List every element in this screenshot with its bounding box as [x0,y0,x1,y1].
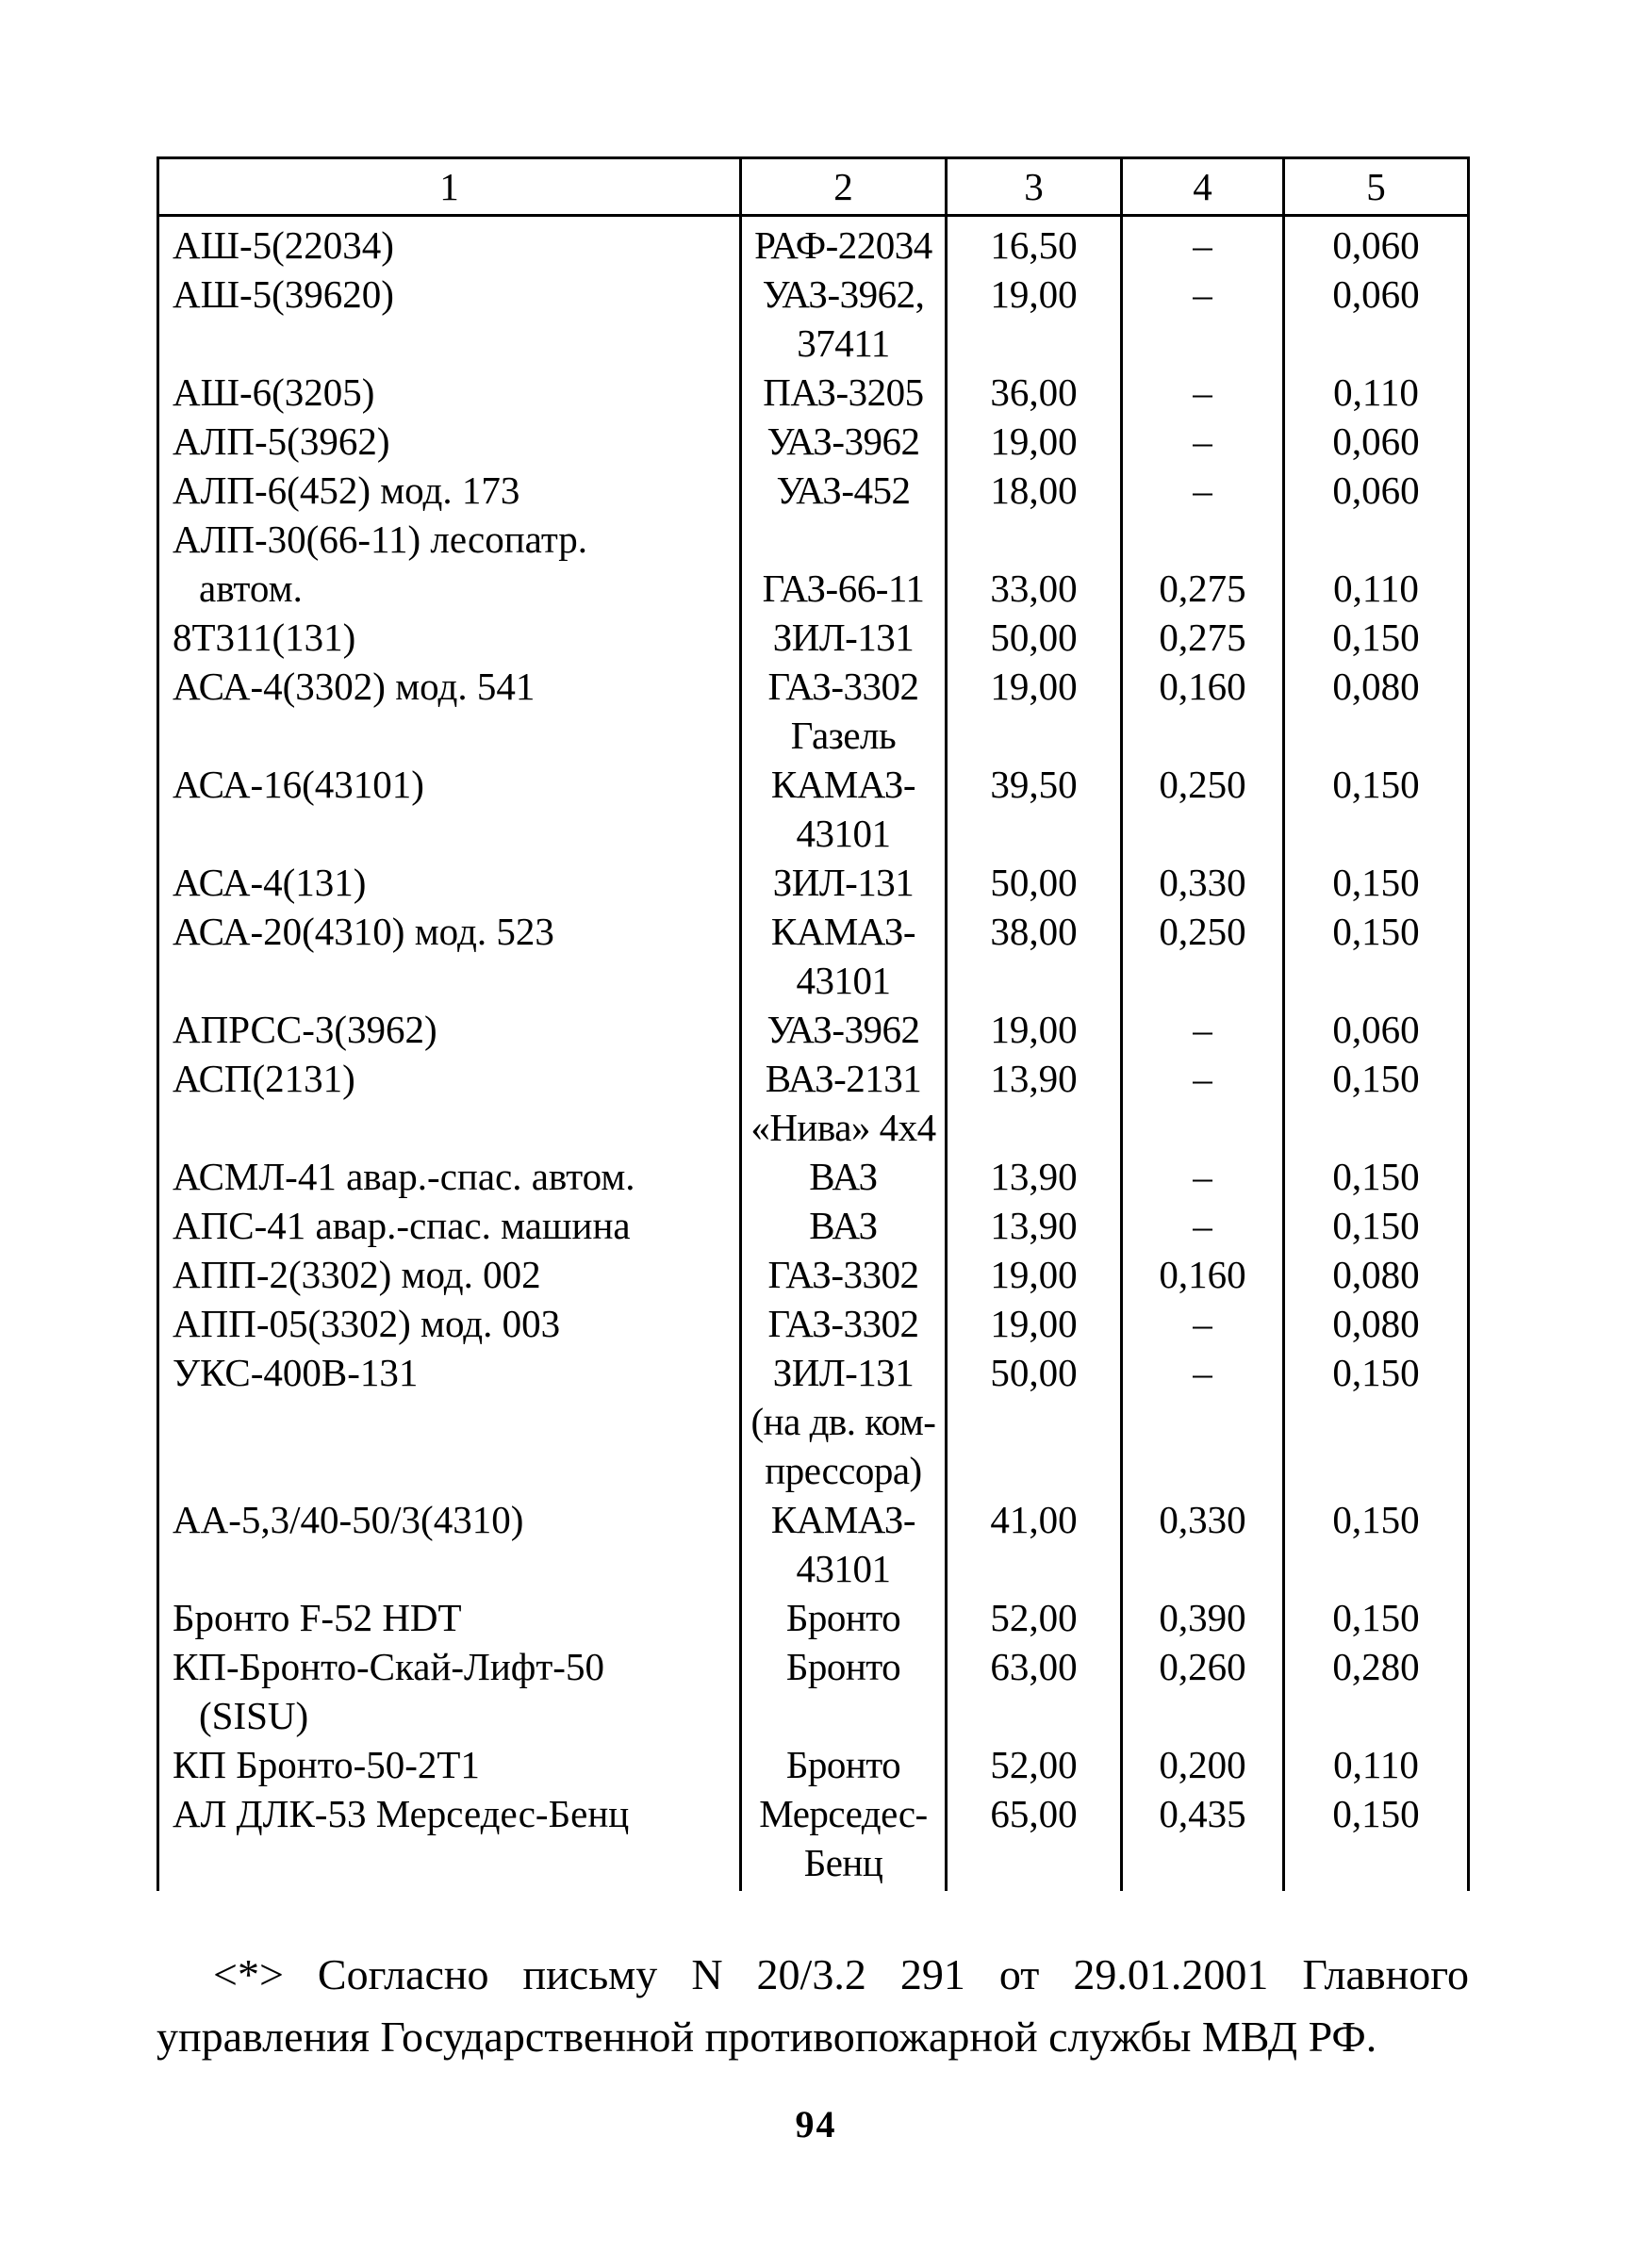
cell-col-5: 0,150 [1284,1789,1469,1891]
cell-name [158,1201,741,1250]
cell-chassis: ВАЗ-2131 «Нива» 4х4 [741,1054,947,1152]
cell-col-5: 0,110 [1284,1740,1469,1789]
vehicle-name: АПРСС-3(3962) [173,1008,437,1051]
table-row [158,1201,1469,1250]
vehicle-name-continuation: (SISU) [199,1694,309,1737]
cell-col-4: – [1122,1054,1284,1152]
vehicle-name: АШ-5(39620) [173,272,394,316]
table-row [158,1740,1469,1789]
cell-col-3: 52,00 [947,1740,1122,1789]
table-row [158,270,1469,368]
cell-name [158,858,741,907]
vehicle-name: АПС-41 авар.-спас. машина [173,1204,631,1247]
cell-col-3: 50,00 [947,613,1122,662]
cell-chassis: ГАЗ-66-11 [741,515,947,613]
cell-col-4: 0,200 [1122,1740,1284,1789]
cell-name [158,1348,741,1495]
cell-col-4: – [1122,1299,1284,1348]
cell-chassis: ГАЗ-3302 [741,1299,947,1348]
cell-name [158,270,741,368]
cell-chassis: ГАЗ-3302 Газель [741,662,947,760]
vehicle-name: АСП(2131) [173,1057,355,1100]
cell-name [158,417,741,466]
cell-col-3: 13,90 [947,1201,1122,1250]
cell-col-3: 63,00 [947,1642,1122,1740]
cell-col-4: – [1122,368,1284,417]
vehicle-name: АПП-2(3302) мод. 002 [173,1253,541,1296]
table-row [158,1348,1469,1495]
cell-col-4: 0,250 [1122,907,1284,1005]
cell-col-5: 0,110 [1284,515,1469,613]
vehicle-name: АСА-20(4310) мод. 523 [173,910,554,953]
table-row [158,907,1469,1005]
cell-col-3: 50,00 [947,1348,1122,1495]
cell-col-5: 0,150 [1284,1495,1469,1593]
cell-chassis: ЗИЛ-131 [741,613,947,662]
cell-chassis: Бронто [741,1642,947,1740]
table-row [158,1789,1469,1891]
cell-chassis: ВАЗ [741,1201,947,1250]
cell-col-5: 0,150 [1284,1593,1469,1642]
cell-col-5: 0,080 [1284,1299,1469,1348]
table-row [158,662,1469,760]
table-row [158,1642,1469,1740]
cell-col-4: – [1122,1201,1284,1250]
cell-col-5: 0,150 [1284,907,1469,1005]
table-row [158,760,1469,858]
cell-chassis: КАМАЗ- 43101 [741,907,947,1005]
cell-col-3: 19,00 [947,417,1122,466]
vehicle-name: АСА-4(3302) мод. 541 [173,665,536,708]
cell-name [158,1789,741,1891]
table-row [158,417,1469,466]
table-row [158,1593,1469,1642]
cell-col-5: 0,150 [1284,1152,1469,1201]
cell-chassis: ЗИЛ-131 [741,858,947,907]
header-col-5: 5 [1284,158,1469,216]
table-row [158,1250,1469,1299]
cell-name [158,1005,741,1054]
cell-col-4: – [1122,466,1284,515]
cell-name [158,368,741,417]
page-number: 94 [795,2103,837,2145]
cell-name [158,1250,741,1299]
cell-col-4: – [1122,270,1284,368]
cell-col-3: 33,00 [947,515,1122,613]
cell-col-4: – [1122,1005,1284,1054]
cell-col-3: 65,00 [947,1789,1122,1891]
cell-col-4: – [1122,216,1284,271]
cell-name [158,613,741,662]
cell-col-5: 0,150 [1284,1201,1469,1250]
footnote: <*> Согласно письму N 20/3.2 291 от 29.01.2001 Главного управления Государственной противопожарной службы МВД РФ. [157,1950,1469,2061]
cell-col-5: 0,060 [1284,1005,1469,1054]
cell-col-3: 13,90 [947,1054,1122,1152]
cell-col-4: 0,330 [1122,858,1284,907]
table-row [158,1299,1469,1348]
cell-col-3: 18,00 [947,466,1122,515]
cell-col-3: 52,00 [947,1593,1122,1642]
cell-col-3: 50,00 [947,858,1122,907]
vehicle-name-continuation: автом. [199,567,303,610]
table-row [158,858,1469,907]
cell-col-3: 39,50 [947,760,1122,858]
table-header-row [158,158,1469,216]
cell-col-3: 19,00 [947,270,1122,368]
cell-chassis: Бронто [741,1593,947,1642]
cell-chassis: ГАЗ-3302 [741,1250,947,1299]
cell-name [158,1152,741,1201]
table-row [158,368,1469,417]
header-col-3: 3 [947,158,1122,216]
table-row [158,613,1469,662]
cell-name [158,1495,741,1593]
vehicle-name: АЛП-30(66-11) лесопатр. [173,518,587,561]
cell-col-4: – [1122,1152,1284,1201]
cell-chassis: КАМАЗ- 43101 [741,1495,947,1593]
vehicle-name: АШ-5(22034) [173,223,394,267]
cell-name [158,662,741,760]
table-row [158,1054,1469,1152]
cell-col-3: 41,00 [947,1495,1122,1593]
cell-name [158,1054,741,1152]
cell-col-4: 0,160 [1122,662,1284,760]
cell-col-4: 0,250 [1122,760,1284,858]
vehicle-name: АЛП-5(3962) [173,419,390,463]
cell-col-5: 0,060 [1284,417,1469,466]
cell-col-3: 16,50 [947,216,1122,271]
cell-col-4: 0,260 [1122,1642,1284,1740]
cell-col-5: 0,080 [1284,1250,1469,1299]
cell-name [158,1642,741,1740]
table-row [158,1005,1469,1054]
cell-col-5: 0,150 [1284,1348,1469,1495]
table-body [158,216,1469,1892]
cell-col-3: 19,00 [947,662,1122,760]
cell-chassis: ПАЗ-3205 [741,368,947,417]
vehicle-name: КП Бронто-50-2Т1 [173,1743,480,1786]
cell-col-4: – [1122,417,1284,466]
header-col-4: 4 [1122,158,1284,216]
cell-col-5: 0,150 [1284,858,1469,907]
header-col-2: 2 [741,158,947,216]
vehicle-name: УКС-400В-131 [173,1351,419,1394]
cell-chassis: КАМАЗ- 43101 [741,760,947,858]
table-row [158,1152,1469,1201]
cell-chassis: ВАЗ [741,1152,947,1201]
cell-chassis: ЗИЛ-131 (на дв. ком- прессора) [741,1348,947,1495]
cell-col-5: 0,150 [1284,613,1469,662]
cell-col-3: 19,00 [947,1005,1122,1054]
cell-name [158,515,741,613]
cell-chassis: УАЗ-3962, 37411 [741,270,947,368]
table-row [158,216,1469,271]
cell-col-3: 36,00 [947,368,1122,417]
cell-col-5: 0,080 [1284,662,1469,760]
cell-chassis: УАЗ-3962 [741,417,947,466]
vehicle-name: АСМЛ-41 авар.-спас. автом. [173,1155,635,1198]
cell-name [158,1299,741,1348]
vehicle-name: Бронто F-52 HDT [173,1596,462,1639]
cell-chassis: РАФ-22034 [741,216,947,271]
cell-chassis: УАЗ-3962 [741,1005,947,1054]
vehicle-name: АСА-16(43101) [173,763,424,806]
data-table [157,156,1470,1891]
table-row [158,466,1469,515]
cell-chassis: Мерседес- Бенц [741,1789,947,1891]
cell-name [158,907,741,1005]
vehicle-name: АА-5,3/40-50/3(4310) [173,1498,524,1541]
cell-name [158,760,741,858]
cell-col-4: – [1122,1348,1284,1495]
cell-chassis: Бронто [741,1740,947,1789]
cell-col-4: 0,160 [1122,1250,1284,1299]
vehicle-name: АПП-05(3302) мод. 003 [173,1302,561,1345]
cell-col-4: 0,330 [1122,1495,1284,1593]
vehicle-name: АСА-4(131) [173,861,367,904]
cell-col-4: 0,390 [1122,1593,1284,1642]
cell-col-5: 0,280 [1284,1642,1469,1740]
vehicle-name: АЛП-6(452) мод. 173 [173,468,520,512]
cell-col-3: 19,00 [947,1250,1122,1299]
vehicle-name: КП-Бронто-Скай-Лифт-50 [173,1645,604,1688]
cell-col-5: 0,060 [1284,216,1469,271]
cell-col-5: 0,060 [1284,466,1469,515]
header-col-1: 1 [158,158,741,216]
cell-col-5: 0,150 [1284,760,1469,858]
table-row [158,515,1469,613]
cell-col-4: 0,435 [1122,1789,1284,1891]
cell-name [158,1740,741,1789]
cell-chassis: УАЗ-452 [741,466,947,515]
vehicle-name: 8Т311(131) [173,616,356,659]
cell-col-4: 0,275 [1122,613,1284,662]
cell-col-3: 19,00 [947,1299,1122,1348]
cell-col-5: 0,150 [1284,1054,1469,1152]
cell-col-5: 0,110 [1284,368,1469,417]
vehicle-name: АЛ ДЛК-53 Мерседес-Бенц [173,1792,630,1835]
cell-col-3: 13,90 [947,1152,1122,1201]
cell-name [158,216,741,271]
vehicle-name: АШ-6(3205) [173,370,375,414]
cell-name [158,1593,741,1642]
cell-name [158,466,741,515]
table-row [158,1495,1469,1593]
cell-col-4: 0,275 [1122,515,1284,613]
cell-col-3: 38,00 [947,907,1122,1005]
cell-col-5: 0,060 [1284,270,1469,368]
